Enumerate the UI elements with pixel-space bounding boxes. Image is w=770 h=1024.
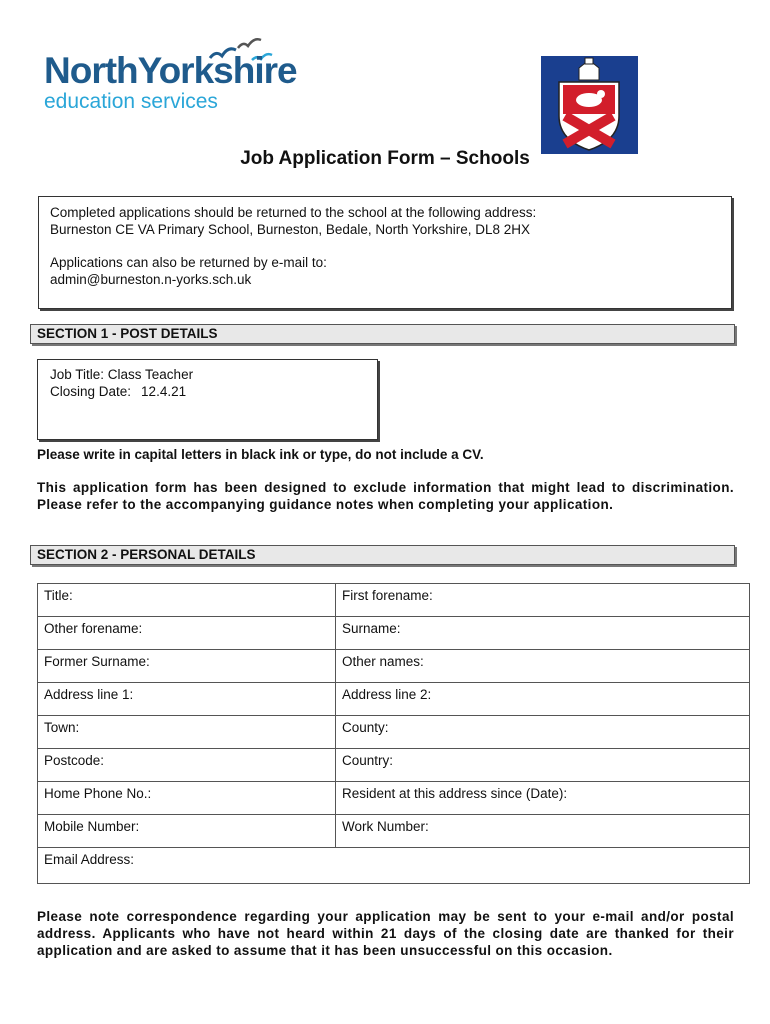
correspondence-note: Please note correspondence regarding your application may be sent to your e-mail and/or postal address. Applicants who have not heard within 21 days of the closing date are thanked for their application and are asked to assume that it has been unsuccessful on this occasion. (37, 909, 734, 958)
field-email-address[interactable]: Email Address: (38, 848, 750, 884)
capitals-instruction: Please write in capital letters in black ink or type, do not include a CV. (37, 447, 484, 462)
field-address-line-2[interactable]: Address line 2: (336, 683, 750, 716)
field-first-forename[interactable]: First forename: (336, 584, 750, 617)
field-former-surname[interactable]: Former Surname: (38, 650, 336, 683)
field-other-forename[interactable]: Other forename: (38, 617, 336, 650)
table-row (38, 716, 750, 749)
section-2-heading: SECTION 2 - PERSONAL DETAILS (30, 545, 735, 565)
return-address-box (38, 196, 732, 309)
school-crest-icon (541, 56, 638, 154)
field-mobile-number[interactable]: Mobile Number: (38, 815, 336, 848)
table-row (38, 584, 750, 617)
job-title: Job Title: Class Teacher (50, 367, 194, 382)
field-work-number[interactable]: Work Number: (336, 815, 750, 848)
post-details-box (37, 359, 378, 440)
field-home-phone-no[interactable]: Home Phone No.: (38, 782, 336, 815)
field-address-line-1[interactable]: Address line 1: (38, 683, 336, 716)
page-title: Job Application Form – Schools (240, 148, 530, 169)
school-address: Burneston CE VA Primary School, Burneston, Bedale, North Yorkshire, DL8 2HX (50, 222, 530, 237)
address-instruction: Completed applications should be returned to the school at the following address: (50, 205, 537, 220)
field-county[interactable]: County: (336, 716, 750, 749)
field-surname[interactable]: Surname: (336, 617, 750, 650)
table-row (38, 782, 750, 815)
field-postcode[interactable]: Postcode: (38, 749, 336, 782)
personal-details-table (37, 583, 750, 884)
discrimination-note: This application form has been designed to exclude information that might lead to discrimination. Please refer to the accompanying guidance notes when completing your application. (37, 480, 734, 512)
school-email: admin@burneston.n-yorks.sch.uk (50, 272, 252, 287)
table-row (38, 848, 750, 884)
field-title[interactable]: Title: (38, 584, 336, 617)
logo-subtitle: education services (44, 90, 218, 113)
field-town[interactable]: Town: (38, 716, 336, 749)
table-row (38, 815, 750, 848)
closing-date-label: Closing Date: (50, 384, 132, 399)
table-row (38, 617, 750, 650)
field-other-names[interactable]: Other names: (336, 650, 750, 683)
table-row (38, 650, 750, 683)
field-resident-at-this-address-since-date[interactable]: Resident at this address since (Date): (336, 782, 750, 815)
table-row (38, 683, 750, 716)
north-yorkshire-logo (40, 36, 320, 116)
section-1-heading: SECTION 1 - POST DETAILS (30, 324, 735, 344)
email-instruction: Applications can also be returned by e-mail to: (50, 255, 327, 270)
table-row (38, 749, 750, 782)
closing-date-value: 12.4.21 (141, 384, 187, 399)
logo-brand-text: NorthYorkshire (44, 50, 297, 91)
field-country[interactable]: Country: (336, 749, 750, 782)
